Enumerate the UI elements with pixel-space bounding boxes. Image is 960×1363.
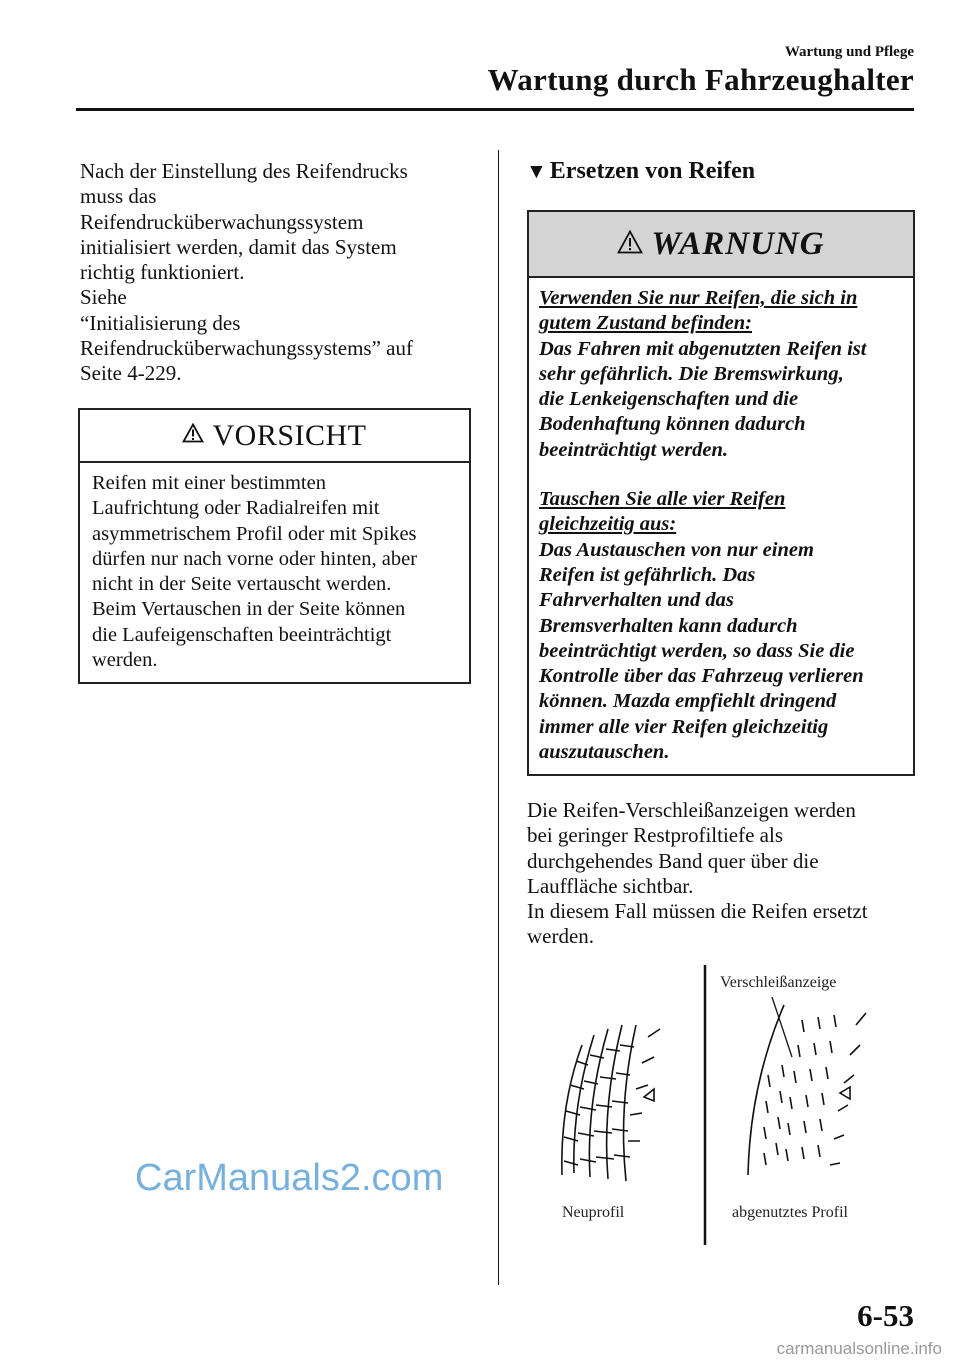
warning-triangle-icon [182, 423, 204, 448]
warning-triangle-icon [617, 230, 643, 259]
tire-tread-illustration [520, 965, 920, 1245]
new-tread-drawing [562, 1025, 660, 1181]
caution-title: VORSICHT [212, 418, 367, 452]
warning-text-2: Das Austauschen von nur einem Reifen ist gefährlich. Das Fahrverhalten und das Bremsverhalten kann dadurch beeinträchtigt werden, so dass Sie die Kontrolle über das Fahrzeug verlieren können. Mazda empfiehlt dringend immer alle vier Reifen gleichzeitig auszutauschen. [539, 538, 864, 764]
warning-text-1: Das Fahren mit abgenutzten Reifen ist sehr gefährlich. Die Bremswirkung, die Lenkeigenschaften und die Bodenhaftung können dadurch beeinträchtigt werden. [539, 337, 867, 461]
figure-label-indicator: Verschleißanzeige [720, 974, 837, 991]
chapter-title: Wartung durch Fahrzeughalter [487, 62, 914, 97]
footer-site: carmanualsonline.info [776, 1339, 942, 1358]
warning-title: WARNUNG [651, 225, 825, 262]
wear-indicator-paragraph: Die Reifen-Verschleißanzeigen werden bei geringer Restprofiltiefe als durchgehendes Band quer über die Lauffläche sichtbar. In diesem Fall müssen die Reifen ersetzt werden. [527, 798, 868, 949]
section-heading-text: Ersetzen von Reifen [549, 158, 756, 184]
header-rule [76, 108, 914, 111]
figure-label-worn: abgenutztes Profil [732, 1204, 848, 1221]
caution-header [80, 410, 469, 463]
triangle-bullet-icon: ▼ [526, 159, 547, 183]
warning-body [529, 278, 913, 765]
section-heading [526, 158, 755, 185]
warning-subheading-2: Tauschen Sie alle vier Reifen gleichzeitig aus: [539, 488, 786, 536]
caution-text: Reifen mit einer bestimmten Laufrichtung oder Radialreifen mit asymmetrischem Profil oder mit Spikes dürfen nur nach vorne oder hinten, aber nicht in der Seite vertauscht werden. Beim Vertauschen in der Seite können die Laufeigenschaften beeinträchtigt werden. [92, 472, 418, 672]
figure-label-new: Neuprofil [562, 1204, 625, 1221]
worn-tread-drawing [748, 997, 866, 1175]
page-number: 6-53 [857, 1298, 914, 1333]
warning-box [527, 210, 915, 776]
caution-box [78, 408, 471, 684]
intro-paragraph: Nach der Einstellung des Reifendrucks muss das Reifendrucküberwachungssystem initialisiert werden, damit das System richtig funktioniert. Siehe “Initialisierung des Reifendrucküberwachungssystems” auf Seite 4-229. [80, 159, 413, 386]
column-divider [498, 150, 499, 1285]
warning-header [529, 212, 913, 278]
header-section: Wartung und Pflege [784, 44, 914, 60]
watermark: CarManuals2.com [135, 1157, 444, 1199]
warning-subheading-1: Verwenden Sie nur Reifen, die sich in gutem Zustand befinden: [539, 287, 858, 335]
